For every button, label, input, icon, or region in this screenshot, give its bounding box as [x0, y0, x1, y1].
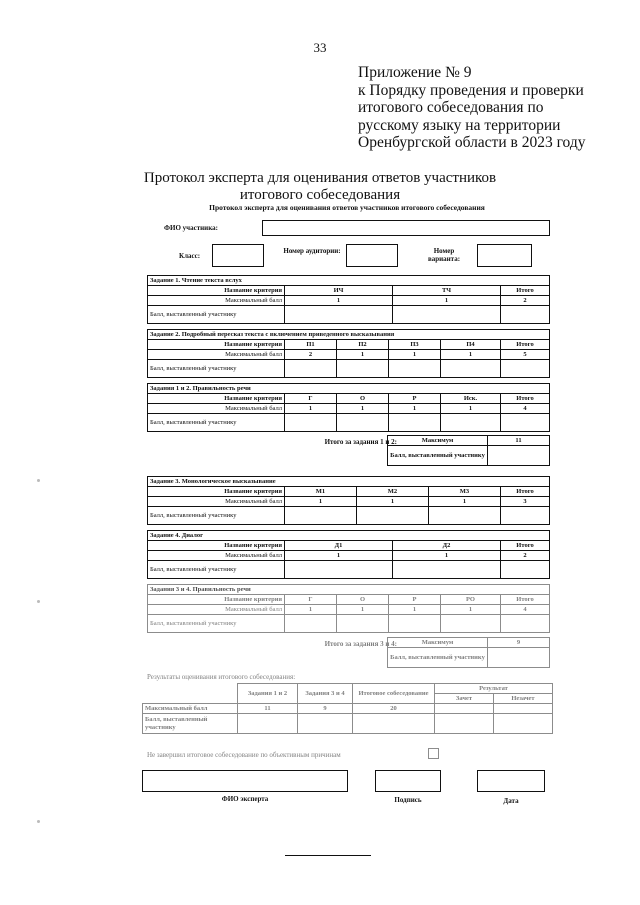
task4-title: Задание 4. Диалог — [148, 531, 550, 541]
score-cell[interactable] — [285, 360, 337, 378]
criterion-g: Г — [285, 595, 337, 605]
max-value: 1 — [337, 605, 389, 615]
results-header: Задания 1 и 2 — [238, 684, 298, 704]
variant-label: Номер варианта: — [427, 247, 461, 263]
appendix-line: Приложение № 9 — [358, 64, 472, 81]
criterion-o: О — [337, 394, 389, 404]
task2-title: Задание 2. Подробный пересказ текста с включением приведенного высказывания — [148, 330, 550, 340]
max-value: 1 — [285, 497, 357, 507]
result-fail-label: Незачет — [494, 694, 553, 704]
criterion-d1: Д1 — [285, 541, 393, 551]
score-cell[interactable] — [501, 615, 550, 633]
task3-table — [147, 476, 550, 525]
max-value: 2 — [285, 350, 337, 360]
expert-fio-field[interactable] — [142, 770, 348, 792]
incomplete-label: Не завершил итоговое собеседование по объективным причинам — [147, 751, 341, 759]
task4-table — [147, 530, 550, 579]
score-given-label: Балл, выставленный участнику — [148, 360, 285, 378]
max-value: 1 — [389, 605, 441, 615]
score-cell[interactable] — [393, 306, 501, 324]
total34-label: Итого за задания 3 и 4: — [324, 640, 397, 648]
max-value: 9 — [298, 704, 353, 714]
max-total-value: 11 — [488, 436, 550, 446]
task1-table — [147, 275, 550, 324]
max-value: 5 — [501, 350, 550, 360]
expert-fio-label: ФИО эксперта — [221, 795, 269, 803]
score-cell[interactable] — [389, 414, 441, 432]
max-label: Максимум — [388, 436, 488, 446]
max-value: 1 — [285, 404, 337, 414]
result-fail-cell[interactable] — [494, 704, 553, 714]
score-cell[interactable] — [337, 615, 389, 633]
score-cell[interactable] — [389, 615, 441, 633]
results-header: Задания 3 и 4 — [298, 684, 353, 704]
criterion-p1: П1 — [285, 340, 337, 350]
max-score-label: Максимальный балл — [148, 350, 285, 360]
max-value: 4 — [501, 404, 550, 414]
criterion-p4: П4 — [441, 340, 501, 350]
score-cell[interactable] — [488, 446, 550, 466]
criterion-r: Р — [389, 595, 441, 605]
max-value: 2 — [501, 296, 550, 306]
score-cell[interactable] — [353, 714, 435, 734]
criterion-m3: М3 — [429, 487, 501, 497]
task12-title: Задания 1 и 2. Правильность речи — [148, 384, 550, 394]
criterion-ich: ИЧ — [285, 286, 393, 296]
total34-table — [387, 637, 550, 668]
appendix-header — [358, 64, 585, 152]
max-score-label: Максимальный балл — [148, 497, 285, 507]
results-header: Итоговое собеседование — [353, 684, 435, 704]
result-pass-cell[interactable] — [435, 704, 494, 714]
max-value: 2 — [501, 551, 550, 561]
fio-field[interactable] — [262, 220, 550, 236]
score-given-label: Балл, выставленный участнику — [148, 507, 285, 525]
criterion-name-label: Название критерия — [148, 286, 285, 296]
criterion-name-label: Название критерия — [148, 340, 285, 350]
max-value: 1 — [337, 404, 389, 414]
score-given-label: Балл, выставленный участнику — [148, 561, 285, 579]
incomplete-checkbox[interactable] — [428, 748, 439, 759]
score-cell[interactable] — [285, 615, 337, 633]
max-score-label: Максимальный балл — [143, 704, 238, 714]
max-value: 3 — [501, 497, 550, 507]
signature-field[interactable] — [375, 770, 441, 792]
class-label: Класс: — [179, 252, 201, 260]
date-field[interactable] — [477, 770, 545, 792]
max-score-label: Максимальный балл — [148, 605, 285, 615]
criterion-g: Г — [285, 394, 337, 404]
score-cell[interactable] — [298, 714, 353, 734]
score-given-label: Балл, выставленный участнику — [148, 306, 285, 324]
total12-label: Итого за задания 1 и 2: — [324, 438, 397, 446]
criterion-tch: ТЧ — [393, 286, 501, 296]
max-value: 1 — [337, 350, 389, 360]
task34-table — [147, 584, 550, 633]
total-label: Итого — [501, 340, 550, 350]
score-cell[interactable] — [357, 507, 429, 525]
criterion-name-label: Название критерия — [148, 394, 285, 404]
footer-line — [285, 855, 371, 856]
score-cell[interactable] — [337, 414, 389, 432]
max-value: 1 — [441, 350, 501, 360]
criterion-p2: П2 — [337, 340, 389, 350]
class-field[interactable] — [212, 244, 264, 267]
score-given-label: Балл, выставленный участнику — [143, 714, 238, 734]
max-value: 1 — [393, 296, 501, 306]
task34-title: Задания 3 и 4. Правильность речи — [148, 585, 550, 595]
criterion-r: Р — [389, 394, 441, 404]
max-score-label: Максимальный балл — [148, 551, 285, 561]
task3-title: Задание 3. Монологическое высказывание — [148, 477, 550, 487]
appendix-line: Оренбургской области в 2023 году — [358, 134, 586, 151]
total-label: Итого — [501, 286, 550, 296]
max-value: 1 — [441, 404, 501, 414]
scan-speck — [37, 600, 40, 603]
score-cell[interactable] — [441, 414, 501, 432]
score-cell[interactable] — [501, 306, 550, 324]
score-cell[interactable] — [393, 561, 501, 579]
score-cell[interactable] — [488, 648, 550, 668]
appendix-line: русскому языку на территории — [358, 116, 561, 134]
score-cell[interactable] — [441, 615, 501, 633]
task1-title: Задание 1. Чтение текста вслух — [148, 276, 550, 286]
scan-speck — [37, 820, 40, 823]
criterion-name-label: Название критерия — [148, 541, 285, 551]
total12-table — [387, 435, 550, 466]
total-label: Итого — [501, 595, 550, 605]
score-cell[interactable] — [441, 360, 501, 378]
criterion-p3: П3 — [389, 340, 441, 350]
score-cell[interactable] — [501, 561, 550, 579]
score-given-label: Балл, выставленный участнику — [148, 615, 285, 633]
date-label: Дата — [503, 797, 519, 805]
auditorium-field[interactable] — [346, 244, 398, 267]
criterion-o: О — [337, 595, 389, 605]
result-pass-label: Зачет — [435, 694, 494, 704]
score-given-label: Балл, выставленный участнику — [388, 648, 488, 668]
fio-label: ФИО участника: — [164, 224, 218, 232]
criterion-m1: М1 — [285, 487, 357, 497]
score-cell[interactable] — [501, 414, 550, 432]
scan-speck — [37, 479, 40, 482]
score-cell[interactable] — [285, 414, 337, 432]
max-value: 1 — [357, 497, 429, 507]
score-cell[interactable] — [285, 306, 393, 324]
score-cell[interactable] — [501, 507, 550, 525]
criterion-isk: Иск. — [441, 394, 501, 404]
page-title: Протокол эксперта для оценивания ответов участников итогового собеседования — [143, 170, 497, 203]
score-cell[interactable] — [501, 360, 550, 378]
score-cell[interactable] — [337, 360, 389, 378]
max-value: 1 — [429, 497, 501, 507]
signature-label: Подпись — [394, 796, 422, 804]
max-score-label: Максимальный балл — [148, 404, 285, 414]
form-title: Протокол эксперта для оценивания ответов участников итогового собеседования — [209, 203, 485, 212]
criterion-m2: М2 — [357, 487, 429, 497]
total-label: Итого — [501, 394, 550, 404]
score-given-label: Балл, выставленный участнику — [148, 414, 285, 432]
criterion-name-label: Название критерия — [148, 487, 285, 497]
max-value: 1 — [441, 605, 501, 615]
max-value: 20 — [353, 704, 435, 714]
auditorium-label: Номер аудитории: — [283, 247, 341, 255]
score-cell[interactable] — [285, 507, 357, 525]
max-value: 1 — [285, 551, 393, 561]
criterion-name-label: Название критерия — [148, 595, 285, 605]
results-header: Результат — [435, 684, 553, 694]
score-cell[interactable] — [429, 507, 501, 525]
score-cell[interactable] — [238, 714, 298, 734]
score-given-label: Балл, выставленный участнику — [388, 446, 488, 466]
score-cell[interactable] — [285, 561, 393, 579]
max-score-label: Максимальный балл — [148, 296, 285, 306]
max-value: 1 — [389, 404, 441, 414]
variant-field[interactable] — [477, 244, 532, 267]
results-table — [142, 683, 553, 734]
score-cell[interactable] — [494, 714, 553, 734]
max-value: 1 — [393, 551, 501, 561]
max-value: 4 — [501, 605, 550, 615]
max-value: 1 — [285, 296, 393, 306]
max-value: 11 — [238, 704, 298, 714]
page-number: 33 — [313, 40, 327, 55]
results-title: Результаты оценивания итогового собеседования: — [147, 673, 296, 681]
max-total-value: 9 — [488, 638, 550, 648]
max-value: 1 — [285, 605, 337, 615]
appendix-line: итогового собеседования по — [358, 99, 544, 116]
task12-table — [147, 383, 550, 432]
task2-table — [147, 329, 550, 378]
max-label: Максимум — [388, 638, 488, 648]
score-cell[interactable] — [389, 360, 441, 378]
score-cell[interactable] — [435, 714, 494, 734]
max-value: 1 — [389, 350, 441, 360]
criterion-ro: РО — [441, 595, 501, 605]
total-label: Итого — [501, 487, 550, 497]
appendix-line: к Порядку проведения и проверки — [358, 81, 584, 99]
criterion-d2: Д2 — [393, 541, 501, 551]
total-label: Итого — [501, 541, 550, 551]
